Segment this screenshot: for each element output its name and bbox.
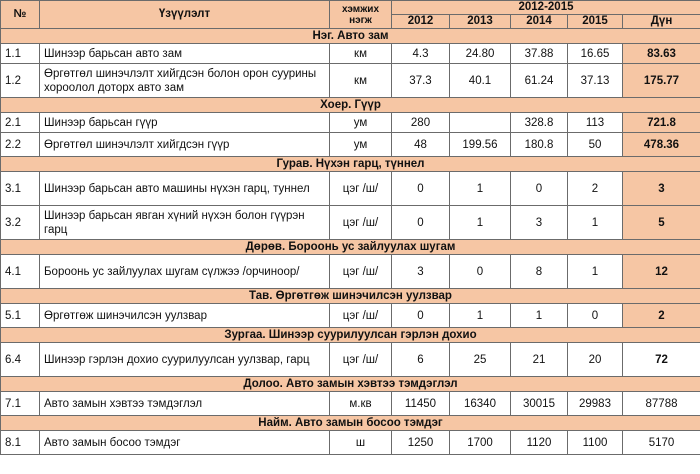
row-value-2014: 180.8 [511, 133, 568, 157]
row-value-2014: 1120 [511, 431, 568, 455]
row-unit: цэг /ш/ [330, 343, 392, 377]
row-value-2015: 0 [568, 304, 623, 328]
header-indicator: Үзүүлэлт [40, 1, 330, 29]
row-value-2014: 328.8 [511, 113, 568, 133]
row-unit: км [330, 64, 392, 98]
header-unit [330, 1, 392, 29]
row-value-2013: 24.80 [450, 44, 511, 64]
row-total: 5 [623, 206, 700, 240]
row-unit: ш [330, 431, 392, 455]
row-value-2014: 37.88 [511, 44, 568, 64]
section-title: Долоо. Авто замын хэвтээ тэмдэглэл [1, 377, 700, 392]
row-value-2013: 25 [450, 343, 511, 377]
row-value-2012: 48 [392, 133, 450, 157]
section-row [1, 240, 700, 255]
section-title: Тав. Өргөтгөж шинэчилсэн уулзвар [1, 289, 700, 304]
header-unit-line1: хэмжих [341, 3, 380, 15]
section-row [1, 157, 700, 172]
row-value-2015: 29983 [568, 392, 623, 416]
row-unit: цэг /ш/ [330, 304, 392, 328]
row-name: Шинээр барьсан авто зам [40, 44, 330, 64]
row-unit: км [330, 44, 392, 64]
row-unit: цэг /ш/ [330, 206, 392, 240]
row-value-2012: 11450 [392, 392, 450, 416]
row-value-2013 [450, 113, 511, 133]
header-year-2013: 2013 [450, 15, 511, 29]
table-body [1, 29, 700, 455]
row-unit: м.кв [330, 392, 392, 416]
row-name: Шинээр барьсан явган хүний нүхэн болон гүүрэн гарц [40, 206, 330, 240]
row-value-2012: 0 [392, 304, 450, 328]
section-row [1, 29, 700, 44]
table-row [1, 255, 700, 289]
table-row [1, 64, 700, 98]
row-total: 5170 [623, 431, 700, 455]
section-title: Дөрөв. Бороонь ус зайлуулах шугам [1, 240, 700, 255]
header-number: № [1, 1, 40, 29]
row-total: 3 [623, 172, 700, 206]
row-number: 1.2 [1, 64, 40, 98]
section-title: Гурав. Нүхэн гарц, түннел [1, 157, 700, 172]
section-title: Хоер. Гүүр [1, 98, 700, 113]
row-unit: цэг /ш/ [330, 172, 392, 206]
header-year-2014: 2014 [511, 15, 568, 29]
row-value-2014: 1 [511, 304, 568, 328]
row-total: 72 [623, 343, 700, 377]
row-value-2012: 4.3 [392, 44, 450, 64]
section-row [1, 289, 700, 304]
row-value-2015: 20 [568, 343, 623, 377]
row-name: Бороонь ус зайлуулах шугам сүлжээ /орчиноор/ [40, 255, 330, 289]
row-total: 721.8 [623, 113, 700, 133]
row-value-2015: 1 [568, 255, 623, 289]
row-value-2014: 61.24 [511, 64, 568, 98]
row-value-2015: 2 [568, 172, 623, 206]
table-row [1, 392, 700, 416]
header-year-2015: 2015 [568, 15, 623, 29]
row-number: 3.2 [1, 206, 40, 240]
row-value-2013: 16340 [450, 392, 511, 416]
row-name: Авто замын босоо тэмдэг [40, 431, 330, 455]
table-row [1, 44, 700, 64]
table-row [1, 206, 700, 240]
row-value-2014: 8 [511, 255, 568, 289]
row-unit: цэг /ш/ [330, 255, 392, 289]
row-name: Өргөтгөл шинэчлэлт хийгдсэн болон орон суурины хороолол доторх авто зам [40, 64, 330, 98]
row-number: 2.2 [1, 133, 40, 157]
row-value-2013: 1700 [450, 431, 511, 455]
section-row [1, 98, 700, 113]
row-value-2013: 1 [450, 304, 511, 328]
row-number: 8.1 [1, 431, 40, 455]
table-row [1, 133, 700, 157]
table-row [1, 343, 700, 377]
row-value-2014: 21 [511, 343, 568, 377]
table-row [1, 172, 700, 206]
table-row [1, 431, 700, 455]
row-unit: ум [330, 113, 392, 133]
row-value-2014: 0 [511, 172, 568, 206]
row-number: 7.1 [1, 392, 40, 416]
row-value-2014: 3 [511, 206, 568, 240]
section-title: Найм. Авто замын босоо тэмдэг [1, 416, 700, 431]
header-period: 2012-2015 [392, 1, 700, 15]
section-row [1, 377, 700, 392]
row-value-2015: 1 [568, 206, 623, 240]
row-value-2012: 1250 [392, 431, 450, 455]
row-value-2014: 30015 [511, 392, 568, 416]
row-name: Авто замын хэвтээ тэмдэглэл [40, 392, 330, 416]
section-title: Зургаа. Шинээр суурилуулсан гэрлэн дохио [1, 328, 700, 343]
row-value-2012: 0 [392, 206, 450, 240]
header-total: Дүн [623, 15, 700, 29]
row-unit: ум [330, 133, 392, 157]
row-value-2012: 280 [392, 113, 450, 133]
section-row [1, 328, 700, 343]
row-number: 6.4 [1, 343, 40, 377]
row-value-2013: 40.1 [450, 64, 511, 98]
row-name: Өргөтгөл шинэчлэлт хийгдсэн гүүр [40, 133, 330, 157]
row-total: 478.36 [623, 133, 700, 157]
row-number: 3.1 [1, 172, 40, 206]
header-unit-line2: нэгж [349, 14, 372, 26]
table-row [1, 113, 700, 133]
row-value-2012: 37.3 [392, 64, 450, 98]
row-total: 2 [623, 304, 700, 328]
row-value-2013: 1 [450, 206, 511, 240]
row-value-2012: 0 [392, 172, 450, 206]
row-name: Шинээр гэрлэн дохио суурилуулсан уулзвар, гарц [40, 343, 330, 377]
row-value-2015: 113 [568, 113, 623, 133]
row-number: 4.1 [1, 255, 40, 289]
row-total: 12 [623, 255, 700, 289]
row-total: 83.63 [623, 44, 700, 64]
row-value-2013: 0 [450, 255, 511, 289]
row-total: 175.77 [623, 64, 700, 98]
row-value-2015: 50 [568, 133, 623, 157]
row-value-2015: 1100 [568, 431, 623, 455]
row-name: Шинээр барьсан авто машины нүхэн гарц, туннел [40, 172, 330, 206]
row-number: 2.1 [1, 113, 40, 133]
row-name: Шинээр барьсан гүүр [40, 113, 330, 133]
table-row [1, 304, 700, 328]
row-value-2012: 6 [392, 343, 450, 377]
row-number: 5.1 [1, 304, 40, 328]
row-total: 87788 [623, 392, 700, 416]
section-row [1, 416, 700, 431]
section-title: Нэг. Авто зам [1, 29, 700, 44]
row-value-2015: 37.13 [568, 64, 623, 98]
row-value-2015: 16.65 [568, 44, 623, 64]
row-number: 1.1 [1, 44, 40, 64]
row-value-2012: 3 [392, 255, 450, 289]
table-header [1, 1, 700, 29]
header-year-2012: 2012 [392, 15, 450, 29]
row-name: Өргөтгөж шинэчилсэн уулзвар [40, 304, 330, 328]
row-value-2013: 1 [450, 172, 511, 206]
row-value-2013: 199.56 [450, 133, 511, 157]
